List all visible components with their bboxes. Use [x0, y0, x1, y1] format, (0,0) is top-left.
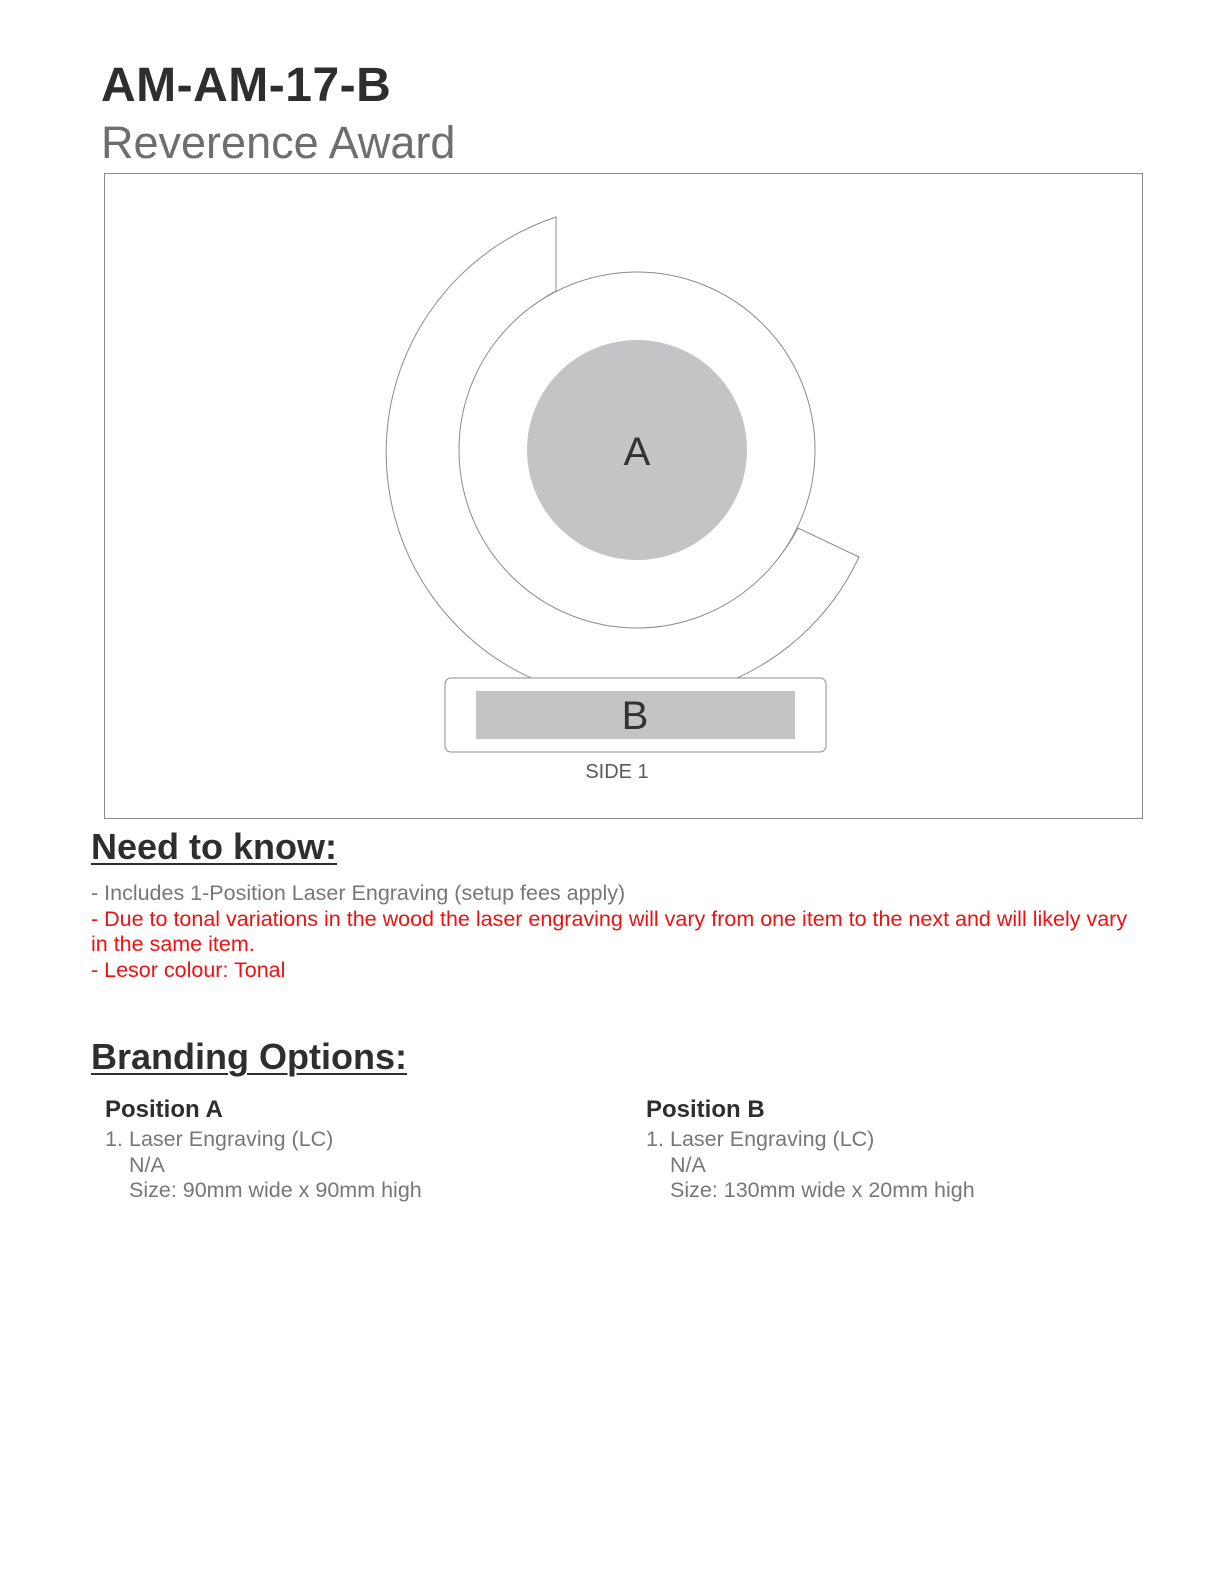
position-b-method-number: 1. [646, 1127, 664, 1151]
note-line-laser-colour: - Lesor colour: Tonal [91, 957, 286, 982]
branding-options-heading: Branding Options: [91, 1036, 407, 1077]
position-a-method [105, 1127, 605, 1153]
print-area-b-label: B [621, 694, 649, 738]
position-a-size: Size: 90mm wide x 90mm high [129, 1178, 422, 1202]
position-a-block [105, 1095, 605, 1204]
position-b-method [646, 1127, 1146, 1153]
position-a-details [105, 1127, 605, 1204]
position-b-size: Size: 130mm wide x 20mm high [670, 1178, 975, 1202]
product-code: AM-AM-17-B [101, 59, 392, 112]
position-b-method-label: Laser Engraving (LC) [670, 1127, 875, 1151]
note-line-tonal-variation: - Due to tonal variations in the wood the laser engraving will vary from one item to the next and will likely vary in the same item. [91, 906, 1128, 956]
award-line-drawing [105, 174, 1144, 820]
side-label: SIDE 1 [585, 761, 649, 783]
position-b-colours: N/A [670, 1152, 706, 1177]
need-to-know-heading: Need to know: [91, 826, 338, 867]
position-b-block [646, 1095, 1146, 1204]
note-line-engraving: - Includes 1-Position Laser Engraving (setup fees apply) [91, 881, 626, 905]
position-a-title: Position A [105, 1096, 223, 1123]
position-b-details [646, 1127, 1146, 1204]
position-b-title: Position B [646, 1096, 765, 1123]
product-name: Reverence Award [101, 117, 456, 168]
position-a-method-label: Laser Engraving (LC) [129, 1127, 334, 1151]
position-a-method-number: 1. [105, 1127, 123, 1151]
position-a-colours: N/A [129, 1152, 165, 1177]
need-to-know-notes [91, 881, 1141, 983]
product-drawing [104, 173, 1143, 819]
print-area-a-label: A [623, 430, 651, 474]
